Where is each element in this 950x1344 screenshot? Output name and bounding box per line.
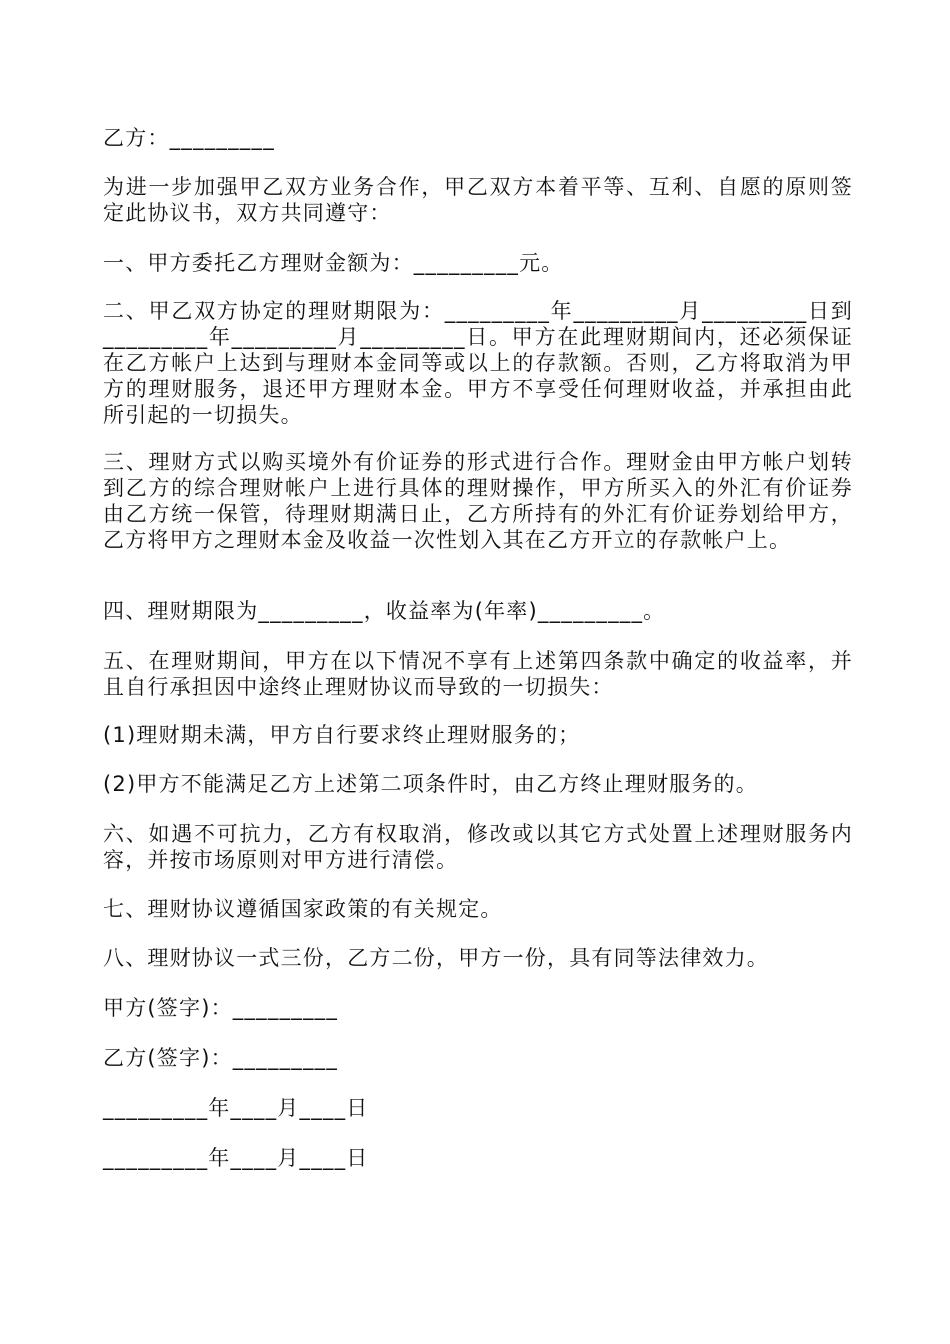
clause-6: 六、如遇不可抗力，乙方有权取消，修改或以其它方式处置上述理财服务内容，并按市场原则对甲方进行清偿。 [103, 822, 853, 872]
clause-7: 七、理财协议遵循国家政策的有关规定。 [103, 897, 503, 921]
clause-3: 三、理财方式以购买境外有价证券的形式进行合作。理财金由甲方帐户划转到乙方的综合理财帐户上进行具体的理财操作，甲方所买入的外汇有价证券由乙方统一保管，待理财期满日止，乙方所持有的外汇有价证券划给甲方，乙方将甲方之理财本金及收益一次性划入其在乙方开立的存款帐户上。 [103, 450, 853, 552]
intro-paragraph: 为进一步加强甲乙双方业务合作，甲乙双方本着平等、互利、自愿的原则签定此协议书，双方共同遵守： [103, 175, 853, 225]
date-line-2: _________年____月____日 [103, 1146, 369, 1170]
signature-party-b: 乙方(签字)：_________ [103, 1046, 339, 1070]
clause-5: 五、在理财期间，甲方在以下情况不享有上述第四条款中确定的收益率，并且自行承担因中途终止理财协议而导致的一切损失： [103, 649, 853, 699]
clause-1: 一、甲方委托乙方理财金额为：_________元。 [103, 251, 564, 275]
clause-5-item-1: (1)理财期未满，甲方自行要求终止理财服务的； [103, 723, 581, 747]
party-b-line: 乙方：_________ [103, 126, 275, 150]
clause-8: 八、理财协议一式三份，乙方二份，甲方一份，具有同等法律效力。 [103, 946, 769, 970]
clause-2: 二、甲乙双方协定的理财期限为：_________年_________月_________日到_________年_________月_________日。甲方在此理财期间内，还必须保证在乙方帐户上达到与理财本金同等或以上的存款额。否则，乙方将取消为甲方的理财服务，退还甲方理财本金。甲方不享受任何理财收益，并承担由此所引起的一切损失。 [103, 299, 853, 427]
clause-4: 四、理财期限为_________，收益率为(年率)_________。 [103, 599, 666, 623]
clause-5-item-2: (2)甲方不能满足乙方上述第二项条件时，由乙方终止理财服务的。 [103, 772, 758, 796]
date-line-1: _________年____月____日 [103, 1096, 369, 1120]
signature-party-a: 甲方(签字)：_________ [103, 996, 339, 1020]
